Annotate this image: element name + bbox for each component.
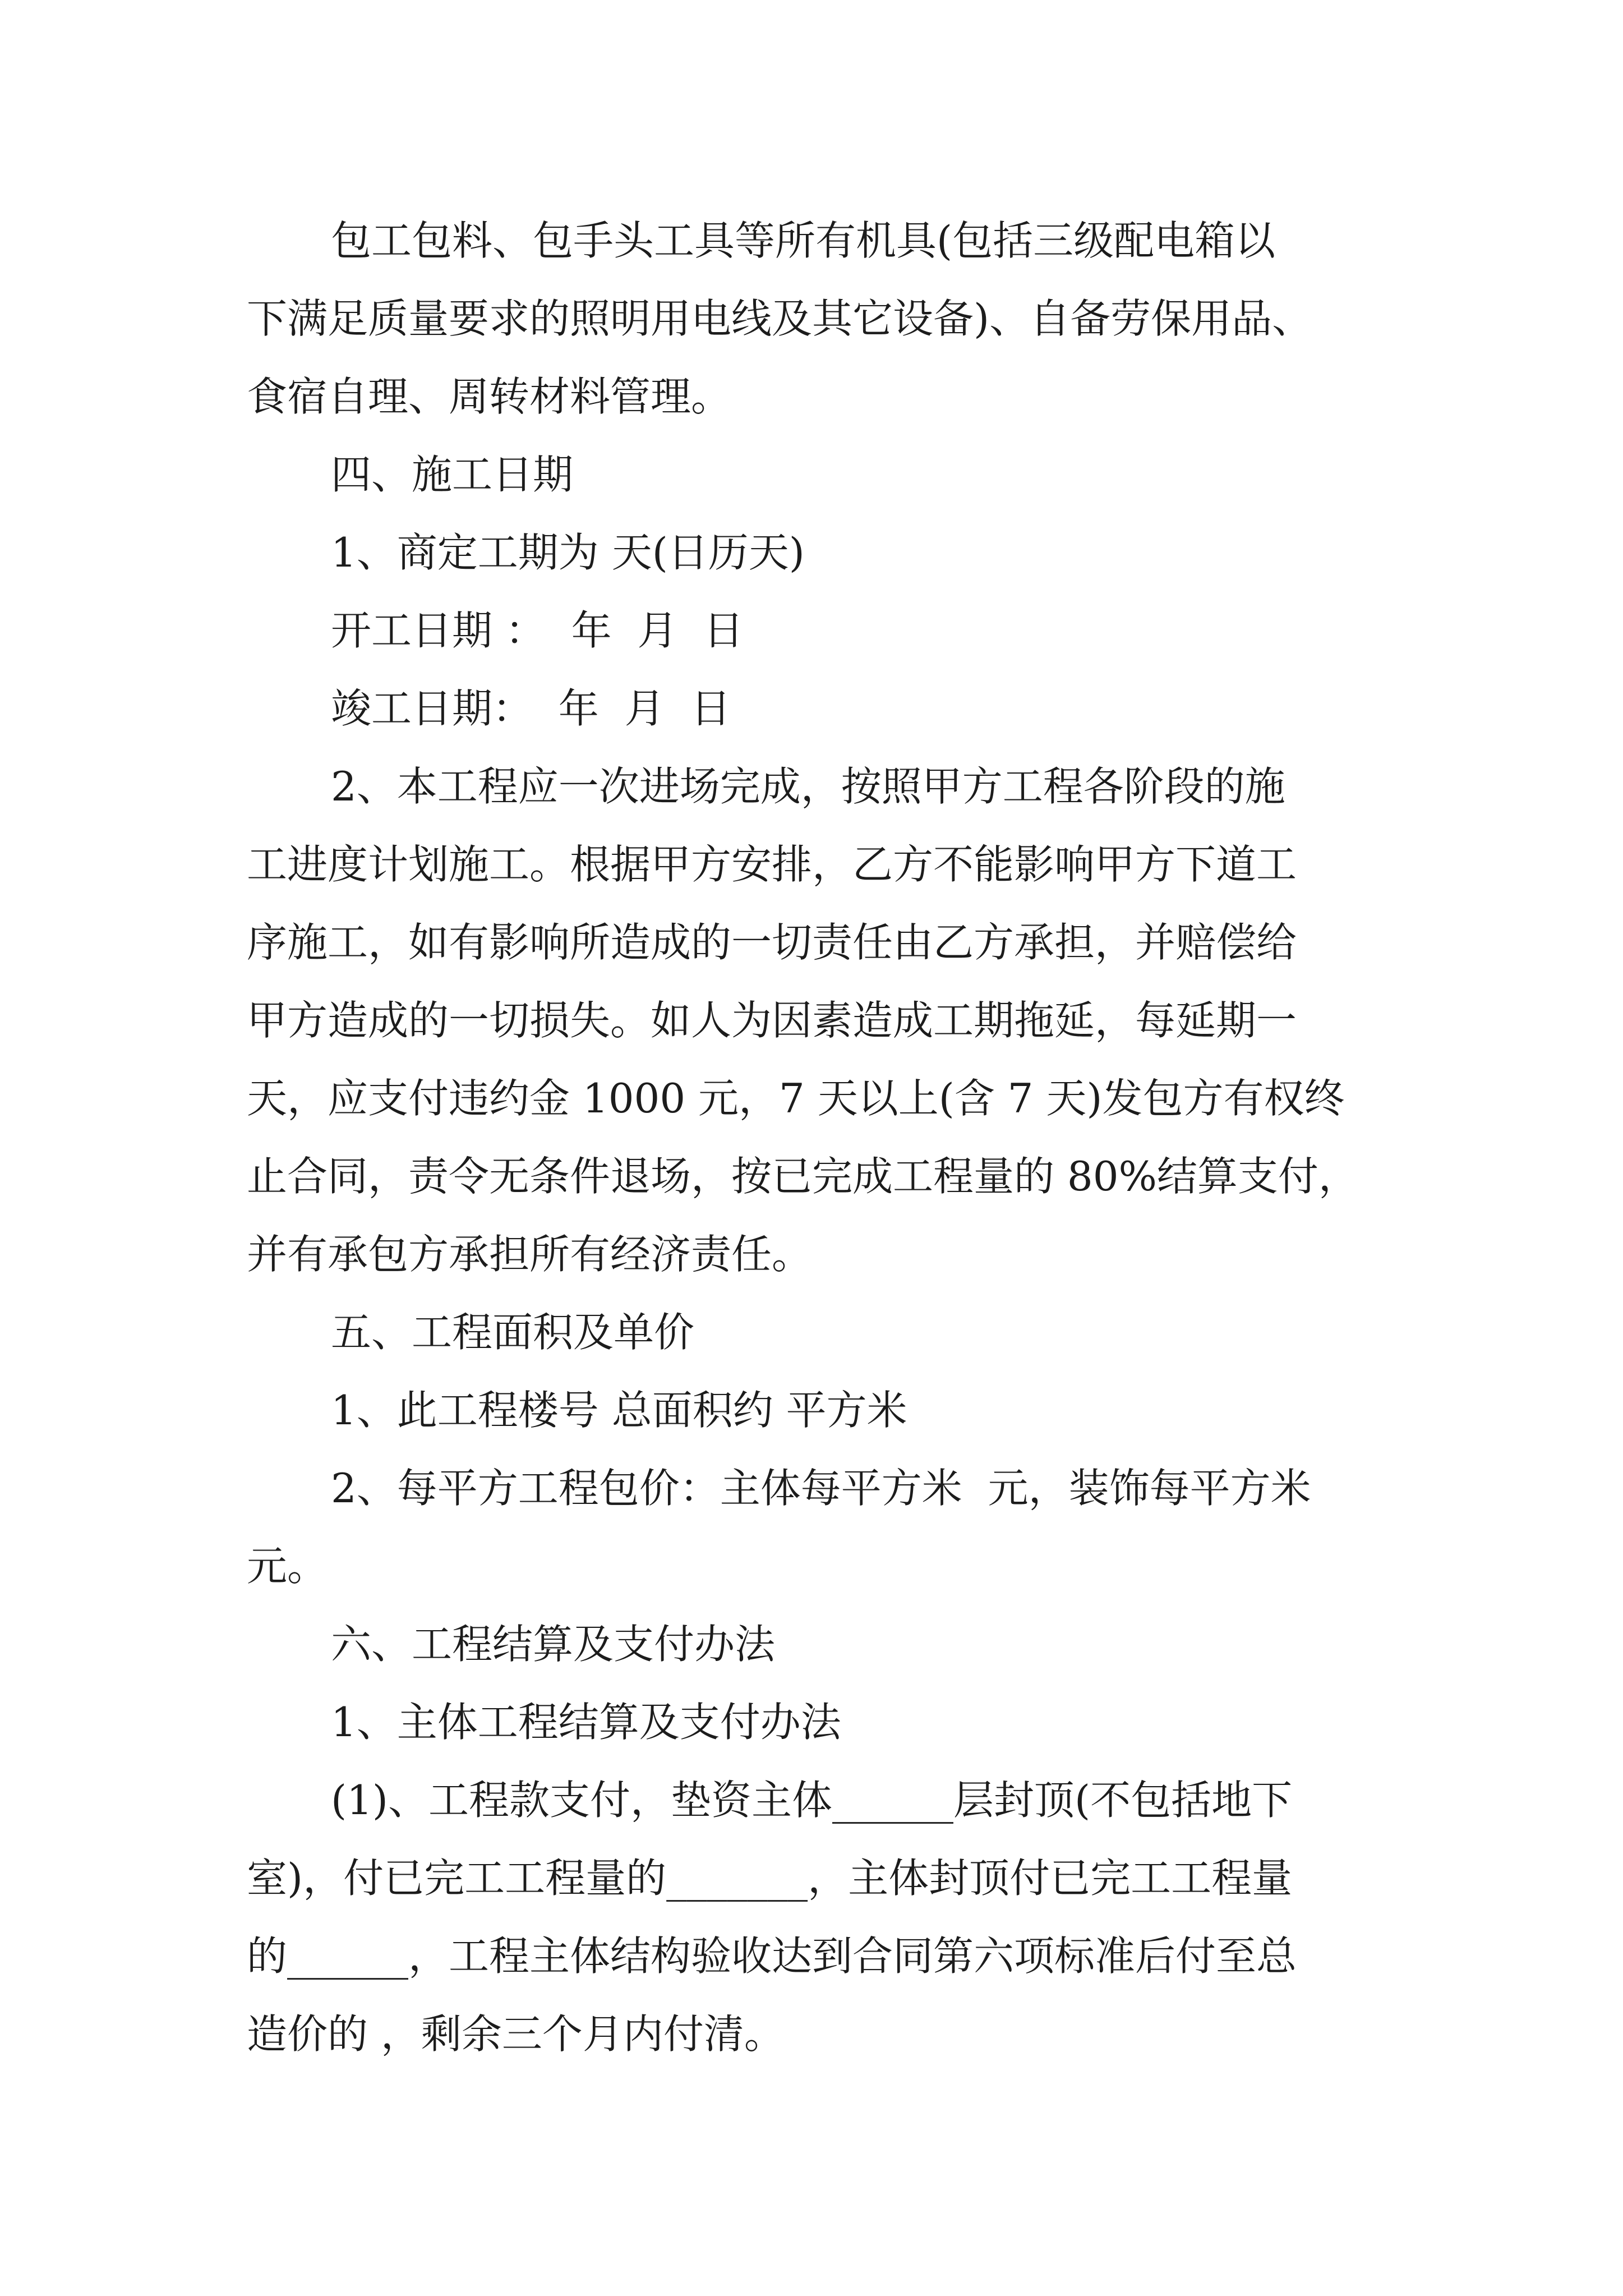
paragraph-line: 1、此工程楼号 总面积约 平方米 [331,1387,907,1434]
section-heading: 四、施工日期 [331,451,574,498]
paragraph-line: 1、主体工程结算及支付办法 [331,1699,841,1746]
paragraph-line: 元。 [247,1543,328,1590]
paragraph-line: 开工日期 ： 年 月 日 [331,607,744,654]
paragraph-line: 并有承包方承担所有经济责任。 [247,1231,813,1278]
paragraph-line: 包工包料、包手头工具等所有机具(包括三级配电箱以 [331,217,1276,264]
paragraph-line: 甲方造成的一切损失。如人为因素造成工期拖延，每延期一 [247,997,1297,1044]
section-heading: 五、工程面积及单价 [331,1309,695,1356]
paragraph-line: 竣工日期： 年 月 日 [331,685,731,732]
paragraph-line: 1、商定工期为 天(日历天) [331,529,805,576]
document-body [247,202,1391,2073]
paragraph-line: 食宿自理、周转材料管理。 [247,373,732,420]
section-heading: 六、工程结算及支付办法 [331,1621,776,1668]
paragraph-line: 室)，付已完工工程量的_______，主体封顶付已完工工程量 [247,1855,1293,1902]
paragraph-line: 2、本工程应一次进场完成，按照甲方工程各阶段的施 [331,763,1285,810]
paragraph-line: 造价的 ，剩余三个月内付清。 [247,2010,785,2058]
paragraph-line: 止合同，责令无条件退场，按已完成工程量的 80%结算支付， [247,1153,1359,1200]
paragraph-line: 下满足质量要求的照明用电线及其它设备)、自备劳保用品、 [247,295,1313,342]
paragraph-line: 序施工，如有影响所造成的一切责任由乙方承担，并赔偿给 [247,919,1297,966]
paragraph-line: 2、每平方工程包价：主体每平方米 元，装饰每平方米 [331,1465,1311,1512]
paragraph-line: (1)、工程款支付，垫资主体______层封顶(不包括地下 [331,1777,1293,1824]
paragraph-line: 的______，工程主体结构验收达到合同第六项标准后付至总 [247,1932,1297,1980]
paragraph-line: 工进度计划施工。根据甲方安排，乙方不能影响甲方下道工 [247,841,1297,888]
paragraph-line: 天，应支付违约金 1000 元，7 天以上(含 7 天)发包方有权终 [247,1075,1345,1122]
